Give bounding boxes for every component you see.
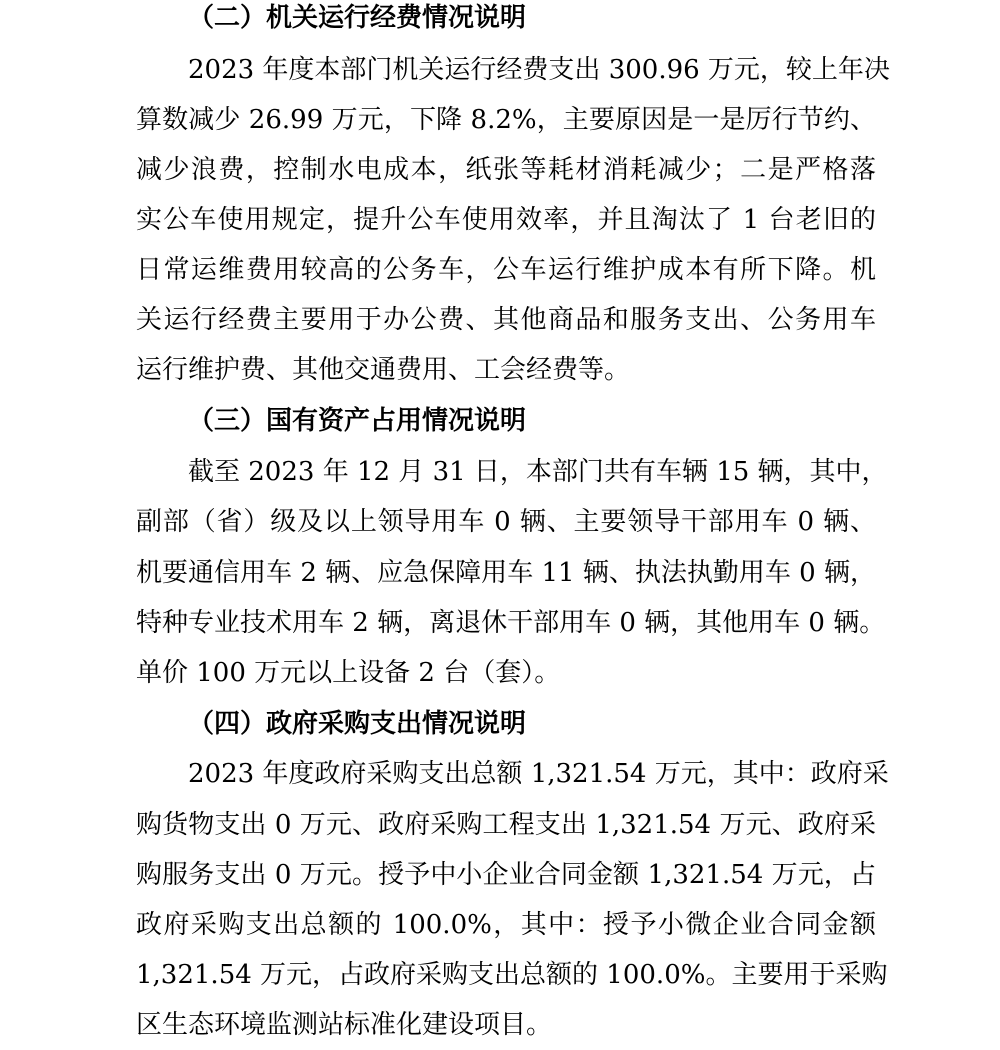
paragraph-line: 2023 年度政府采购支出总额 1,321.54 万元，其中：政府采	[188, 759, 889, 789]
paragraph-line: 购货物支出 0 万元、政府采购工程支出 1,321.54 万元、政府采	[136, 810, 876, 840]
paragraph-line: 日常运维费用较高的公务车，公车运行维护成本有所下降。机	[136, 255, 876, 285]
paragraph-line: 单价 100 万元以上设备 2 台（套）。	[136, 658, 561, 688]
paragraph-line: 政府采购支出总额的 100.0%，其中：授予小微企业合同金额	[136, 910, 876, 940]
section-heading-operating-funds: （二）机关运行经费情况说明	[188, 3, 527, 33]
paragraph-line: 购服务支出 0 万元。授予中小企业合同金额 1,321.54 万元，占	[136, 860, 876, 890]
paragraph-line: 运行维护费、其他交通费用、工会经费等。	[136, 355, 631, 385]
paragraph-line: 减少浪费，控制水电成本，纸张等耗材消耗减少；二是严格落	[136, 155, 876, 185]
paragraph-line: 机要通信用车 2 辆、应急保障用车 11 辆、执法执勤用车 0 辆，	[136, 558, 876, 588]
paragraph-line: 1,321.54 万元，占政府采购支出总额的 100.0%。主要用于采购	[136, 960, 888, 990]
section-heading-state-assets: （三）国有资产占用情况说明	[188, 406, 527, 436]
paragraph-line: 关运行经费主要用于办公费、其他商品和服务支出、公务用车	[136, 305, 876, 335]
paragraph-line: 算数减少 26.99 万元，下降 8.2%，主要原因是一是厉行节约、	[136, 105, 876, 135]
paragraph-line: 2023 年度本部门机关运行经费支出 300.96 万元，较上年决	[188, 55, 890, 85]
paragraph-line: 区生态环境监测站标准化建设项目。	[136, 1010, 553, 1040]
paragraph-line: 特种专业技术用车 2 辆，离退休干部用车 0 辆，其他用车 0 辆。	[136, 608, 886, 638]
section-heading-government-procurement: （四）政府采购支出情况说明	[188, 709, 527, 739]
paragraph-line: 实公车使用规定，提升公车使用效率，并且淘汰了 1 台老旧的	[136, 205, 876, 235]
paragraph-line: 副部（省）级及以上领导用车 0 辆、主要领导干部用车 0 辆、	[136, 507, 876, 537]
paragraph-line: 截至 2023 年 12 月 31 日，本部门共有车辆 15 辆，其中，	[188, 457, 888, 487]
